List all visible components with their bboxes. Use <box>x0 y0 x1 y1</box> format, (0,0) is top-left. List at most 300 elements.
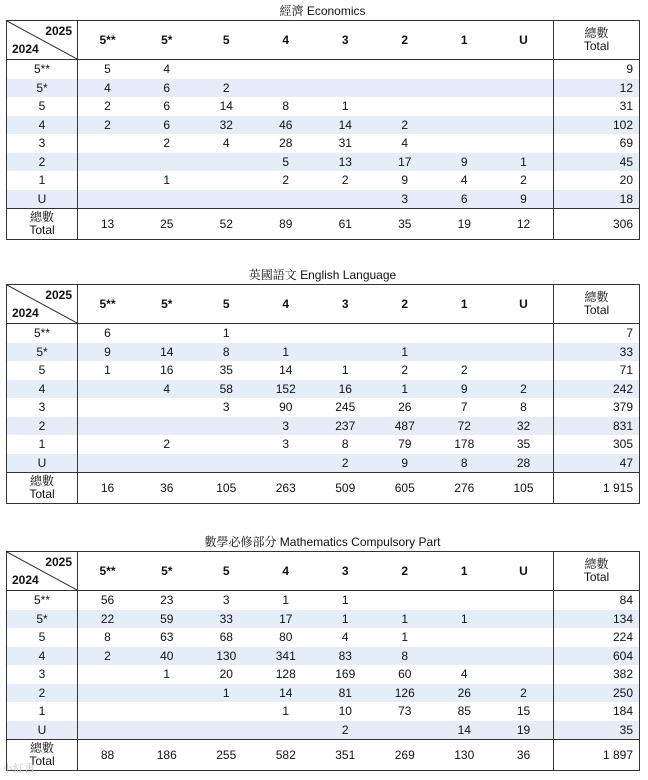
row-label: 3 <box>7 398 78 417</box>
column-header: U <box>494 552 554 591</box>
totals-row <box>7 740 640 771</box>
table-cell <box>78 134 138 153</box>
table-cell: 16 <box>160 363 174 378</box>
column-header: 1 <box>435 552 495 591</box>
table-cell <box>316 324 376 343</box>
table-cell <box>78 454 138 473</box>
table-cell: 1 <box>375 380 435 399</box>
totals-row-label <box>7 473 78 504</box>
column-header: 4 <box>256 285 316 324</box>
table-cell: 79 <box>398 437 412 452</box>
table-cell: 4 <box>137 380 197 399</box>
row-label: 1 <box>7 171 78 190</box>
table-cell <box>256 721 316 740</box>
table-cell: 8 <box>197 343 257 362</box>
corner-year-2024: 2024 <box>12 42 39 56</box>
corner-cell <box>7 285 78 324</box>
table-cell <box>137 153 197 172</box>
column-total: 89 <box>256 209 316 240</box>
table-cell: 4 <box>222 136 230 151</box>
table-cell <box>494 647 554 666</box>
table-cell <box>78 684 138 703</box>
table-cell: 341 <box>256 647 316 666</box>
corner-year-2025: 2025 <box>45 555 72 569</box>
column-header: 5** <box>78 21 138 60</box>
row-total: 7 <box>554 324 640 343</box>
table-cell: 28 <box>494 454 554 473</box>
table-cell <box>435 116 495 135</box>
table-cell: 8 <box>520 400 527 415</box>
table-cell: 2 <box>520 173 527 188</box>
total-label-en: Total <box>29 487 55 501</box>
column-total: 509 <box>316 473 376 504</box>
table-cell: 1 <box>104 363 111 378</box>
table-cell <box>494 343 554 362</box>
table-cell: 56 <box>100 593 115 608</box>
table-cell: 73 <box>398 704 412 719</box>
table-cell <box>137 190 197 209</box>
table-cell: 1 <box>197 684 257 703</box>
grade-table <box>6 20 640 240</box>
table-row <box>7 116 640 135</box>
row-label: 5* <box>7 610 78 629</box>
table-cell: 6 <box>137 116 197 135</box>
column-total: 12 <box>494 209 554 240</box>
total-label-en: Total <box>583 303 610 317</box>
watermark: 小紅書 <box>2 763 35 775</box>
grand-total: 1 897 <box>554 740 640 771</box>
corner-cell <box>7 552 78 591</box>
table-section-0 <box>6 2 639 240</box>
table-cell <box>197 60 257 79</box>
table-cell: 1 <box>256 343 316 362</box>
table-cell: 72 <box>435 417 495 436</box>
column-header: 5** <box>78 552 138 591</box>
table-cell: 2 <box>163 136 171 151</box>
table-cell <box>316 343 376 362</box>
table-cell: 1 <box>163 667 171 682</box>
column-header: 3 <box>316 21 376 60</box>
header-row <box>7 21 640 60</box>
table-cell: 3 <box>282 437 290 452</box>
column-total: 16 <box>78 473 138 504</box>
table-section-1 <box>6 266 639 504</box>
table-cell <box>197 435 257 454</box>
row-total: 224 <box>554 628 640 647</box>
table-cell: 8 <box>341 437 349 452</box>
table-row <box>7 361 640 380</box>
row-label: 5 <box>7 361 78 380</box>
table-cell <box>494 361 554 380</box>
table-cell: 1 <box>341 99 349 114</box>
column-header: 5 <box>197 285 257 324</box>
table-cell <box>78 417 138 436</box>
table-cell: 4 <box>163 62 171 77</box>
total-label-zh: 總數 <box>584 557 609 571</box>
table-cell <box>494 116 554 135</box>
table-cell <box>435 647 495 666</box>
table-cell: 2 <box>78 647 138 666</box>
column-header: U <box>494 21 554 60</box>
table-cell <box>316 190 376 209</box>
table-cell <box>435 97 495 116</box>
row-total: 35 <box>554 721 640 740</box>
column-total: 105 <box>197 473 257 504</box>
column-header: 1 <box>435 285 495 324</box>
table-cell: 81 <box>316 684 376 703</box>
row-label: 2 <box>7 684 78 703</box>
table-cell: 58 <box>197 380 257 399</box>
table-cell: 3 <box>222 593 230 608</box>
row-label: 5 <box>7 628 78 647</box>
table-cell <box>78 380 138 399</box>
table-cell <box>375 591 435 610</box>
table-cell: 126 <box>375 684 435 703</box>
table-cell <box>197 417 257 436</box>
table-cell: 35 <box>219 363 233 378</box>
table-cell <box>256 79 316 98</box>
table-cell <box>197 153 257 172</box>
table-cell <box>316 60 376 79</box>
table-cell: 85 <box>457 704 471 719</box>
grand-total: 1 915 <box>554 473 640 504</box>
table-row <box>7 171 640 190</box>
table-cell: 2 <box>316 721 376 740</box>
table-cell: 1 <box>375 343 435 362</box>
row-total: 20 <box>554 171 640 190</box>
table-cell <box>78 435 138 454</box>
table-cell: 2 <box>341 173 349 188</box>
table-cell: 2 <box>197 79 257 98</box>
total-label-zh: 總數 <box>29 474 54 488</box>
row-label: 5* <box>7 343 78 362</box>
table-cell: 32 <box>197 116 257 135</box>
table-cell: 9 <box>435 153 495 172</box>
table-cell <box>494 134 554 153</box>
row-total: 31 <box>554 97 640 116</box>
table-cell: 1 <box>401 630 409 645</box>
total-label-en: Total <box>29 754 55 768</box>
table-cell: 46 <box>256 116 316 135</box>
table-cell: 4 <box>401 136 409 151</box>
total-label-zh: 總數 <box>584 26 609 40</box>
grade-table <box>6 551 640 771</box>
table-cell: 90 <box>279 400 293 415</box>
table-cell: 2 <box>494 684 554 703</box>
table-cell: 5 <box>256 153 316 172</box>
row-total: 33 <box>554 343 640 362</box>
column-total: 36 <box>137 473 197 504</box>
table-cell <box>137 702 197 721</box>
row-label: 4 <box>7 380 78 399</box>
row-total: 71 <box>554 361 640 380</box>
column-header: 2 <box>375 285 435 324</box>
table-cell: 2 <box>316 454 376 473</box>
table-row <box>7 454 640 473</box>
table-row <box>7 134 640 153</box>
totals-row <box>7 473 640 504</box>
table-cell: 6 <box>435 190 495 209</box>
row-total: 9 <box>554 60 640 79</box>
table-cell: 130 <box>197 647 257 666</box>
table-row <box>7 60 640 79</box>
table-cell: 23 <box>160 593 174 608</box>
row-total: 184 <box>554 702 640 721</box>
row-total: 45 <box>554 153 640 172</box>
column-total: 36 <box>494 740 554 771</box>
grade-table <box>6 284 640 504</box>
row-total: 18 <box>554 190 640 209</box>
table-cell: 1 <box>341 593 349 608</box>
row-label: 5* <box>7 79 78 98</box>
table-cell: 14 <box>279 363 293 378</box>
row-label: 4 <box>7 647 78 666</box>
table-cell: 32 <box>494 417 554 436</box>
table-cell: 8 <box>435 454 495 473</box>
table-cell: 63 <box>160 630 174 645</box>
table-cell <box>494 610 554 629</box>
table-cell <box>256 324 316 343</box>
table-row <box>7 343 640 362</box>
row-label: 2 <box>7 417 78 436</box>
row-total: 382 <box>554 665 640 684</box>
column-header: 3 <box>316 285 376 324</box>
table-row <box>7 417 640 436</box>
corner-year-2024: 2024 <box>12 573 39 587</box>
row-total: 250 <box>554 684 640 703</box>
table-cell <box>137 684 197 703</box>
table-section-2 <box>6 533 639 771</box>
column-total: 582 <box>256 740 316 771</box>
column-header: 5* <box>137 21 197 60</box>
row-label: 5 <box>7 97 78 116</box>
column-total: 351 <box>316 740 376 771</box>
table-cell <box>137 324 197 343</box>
row-label: 2 <box>7 153 78 172</box>
total-column-header <box>554 552 640 591</box>
table-cell: 33 <box>197 610 257 629</box>
table-cell <box>197 454 257 473</box>
table-cell: 83 <box>316 647 376 666</box>
column-header: 1 <box>435 21 495 60</box>
table-cell <box>78 171 138 190</box>
table-cell: 6 <box>137 79 197 98</box>
table-cell <box>435 343 495 362</box>
table-cell: 5 <box>104 62 111 77</box>
table-cell <box>137 398 197 417</box>
totals-row <box>7 209 640 240</box>
row-label: 4 <box>7 116 78 135</box>
table-cell <box>435 591 495 610</box>
table-cell: 16 <box>316 380 376 399</box>
total-label-zh: 總數 <box>584 290 609 304</box>
table-cell <box>137 417 197 436</box>
table-cell <box>137 721 197 740</box>
table-cell: 6 <box>163 99 171 114</box>
table-cell: 2 <box>282 173 290 188</box>
table-cell: 3 <box>375 190 435 209</box>
column-total: 88 <box>78 740 138 771</box>
table-cell: 1 <box>222 326 230 341</box>
header-row <box>7 552 640 591</box>
column-header: 5 <box>197 21 257 60</box>
row-label: 1 <box>7 435 78 454</box>
row-total: 69 <box>554 134 640 153</box>
table-title: 數學必修部分 Mathematics Compulsory Part <box>204 535 441 549</box>
table-cell: 17 <box>256 610 316 629</box>
table-row <box>7 380 640 399</box>
table-cell <box>494 665 554 684</box>
row-total: 305 <box>554 435 640 454</box>
table-cell <box>316 79 376 98</box>
table-cell: 60 <box>398 667 412 682</box>
table-cell <box>78 190 138 209</box>
row-label: 3 <box>7 134 78 153</box>
column-total: 13 <box>78 209 138 240</box>
table-cell: 8 <box>375 647 435 666</box>
column-total: 61 <box>316 209 376 240</box>
table-cell: 1 <box>341 363 349 378</box>
table-cell: 17 <box>375 153 435 172</box>
table-cell: 152 <box>256 380 316 399</box>
table-cell: 8 <box>282 99 290 114</box>
table-row <box>7 79 640 98</box>
row-total: 102 <box>554 116 640 135</box>
table-cell <box>78 721 138 740</box>
column-header: 4 <box>256 552 316 591</box>
table-cell: 245 <box>335 400 356 415</box>
column-total: 276 <box>435 473 495 504</box>
table-cell <box>435 79 495 98</box>
table-cell: 1 <box>435 610 495 629</box>
row-label: U <box>7 721 78 740</box>
row-total: 47 <box>554 454 640 473</box>
column-total: 35 <box>375 209 435 240</box>
table-cell: 9 <box>375 454 435 473</box>
table-row <box>7 190 640 209</box>
row-total: 604 <box>554 647 640 666</box>
table-cell: 68 <box>219 630 233 645</box>
table-title: 經濟 Economics <box>279 4 366 18</box>
corner-year-2024: 2024 <box>12 306 39 320</box>
table-cell: 35 <box>516 437 531 452</box>
table-cell <box>375 79 435 98</box>
corner-year-2025: 2025 <box>45 24 72 38</box>
table-cell <box>78 665 138 684</box>
column-header: 5** <box>78 285 138 324</box>
row-label: 5** <box>7 60 78 79</box>
table-cell: 169 <box>335 667 356 682</box>
table-cell <box>375 721 435 740</box>
table-cell <box>78 702 138 721</box>
table-cell <box>375 60 435 79</box>
row-label: U <box>7 190 78 209</box>
table-cell: 26 <box>435 684 495 703</box>
column-total: 269 <box>375 740 435 771</box>
row-total: 84 <box>554 591 640 610</box>
table-cell <box>435 60 495 79</box>
table-cell: 14 <box>316 116 376 135</box>
table-cell <box>375 324 435 343</box>
table-cell: 13 <box>316 153 376 172</box>
table-cell: 7 <box>460 400 468 415</box>
column-header: 2 <box>375 21 435 60</box>
column-total: 52 <box>197 209 257 240</box>
table-row <box>7 398 640 417</box>
table-cell: 1 <box>282 704 290 719</box>
row-total: 12 <box>554 79 640 98</box>
column-total: 19 <box>435 209 495 240</box>
table-cell <box>494 60 554 79</box>
table-cell: 40 <box>137 647 197 666</box>
row-label: 3 <box>7 665 78 684</box>
table-cell <box>197 171 257 190</box>
table-cell <box>435 324 495 343</box>
total-label-en: Total <box>29 223 55 237</box>
column-total: 263 <box>256 473 316 504</box>
table-cell: 128 <box>275 667 296 682</box>
table-cell <box>197 702 257 721</box>
column-header: U <box>494 285 554 324</box>
table-cell: 26 <box>398 400 412 415</box>
table-cell: 9 <box>401 173 409 188</box>
table-cell: 6 <box>104 326 111 341</box>
column-header: 2 <box>375 552 435 591</box>
table-cell: 14 <box>219 99 233 114</box>
table-cell <box>197 190 257 209</box>
table-row <box>7 591 640 610</box>
table-cell: 1 <box>494 153 554 172</box>
table-cell: 2 <box>104 99 111 114</box>
row-total: 831 <box>554 417 640 436</box>
table-cell: 14 <box>137 343 197 362</box>
table-cell: 22 <box>78 610 138 629</box>
table-row <box>7 97 640 116</box>
table-cell: 4 <box>78 79 138 98</box>
table-cell <box>78 398 138 417</box>
table-cell <box>494 591 554 610</box>
table-cell: 28 <box>279 136 293 151</box>
row-label: 5** <box>7 591 78 610</box>
table-cell: 4 <box>460 667 468 682</box>
column-total: 25 <box>137 209 197 240</box>
table-cell <box>256 454 316 473</box>
table-cell: 2 <box>401 363 409 378</box>
table-cell <box>256 190 316 209</box>
total-column-header <box>554 285 640 324</box>
column-header: 5* <box>137 285 197 324</box>
table-cell: 1 <box>282 593 290 608</box>
table-cell <box>494 79 554 98</box>
table-cell: 9 <box>78 343 138 362</box>
table-cell: 59 <box>137 610 197 629</box>
total-column-header <box>554 21 640 60</box>
column-header: 5 <box>197 552 257 591</box>
table-cell <box>494 324 554 343</box>
corner-cell <box>7 21 78 60</box>
table-cell: 4 <box>460 173 468 188</box>
row-total: 134 <box>554 610 640 629</box>
table-cell: 9 <box>435 380 495 399</box>
total-label-zh: 總數 <box>29 741 54 755</box>
table-cell: 80 <box>279 630 293 645</box>
table-cell: 19 <box>494 721 554 740</box>
table-cell: 2 <box>494 380 554 399</box>
table-cell <box>375 97 435 116</box>
totals-row-label <box>7 209 78 240</box>
row-total: 242 <box>554 380 640 399</box>
column-total: 105 <box>494 473 554 504</box>
